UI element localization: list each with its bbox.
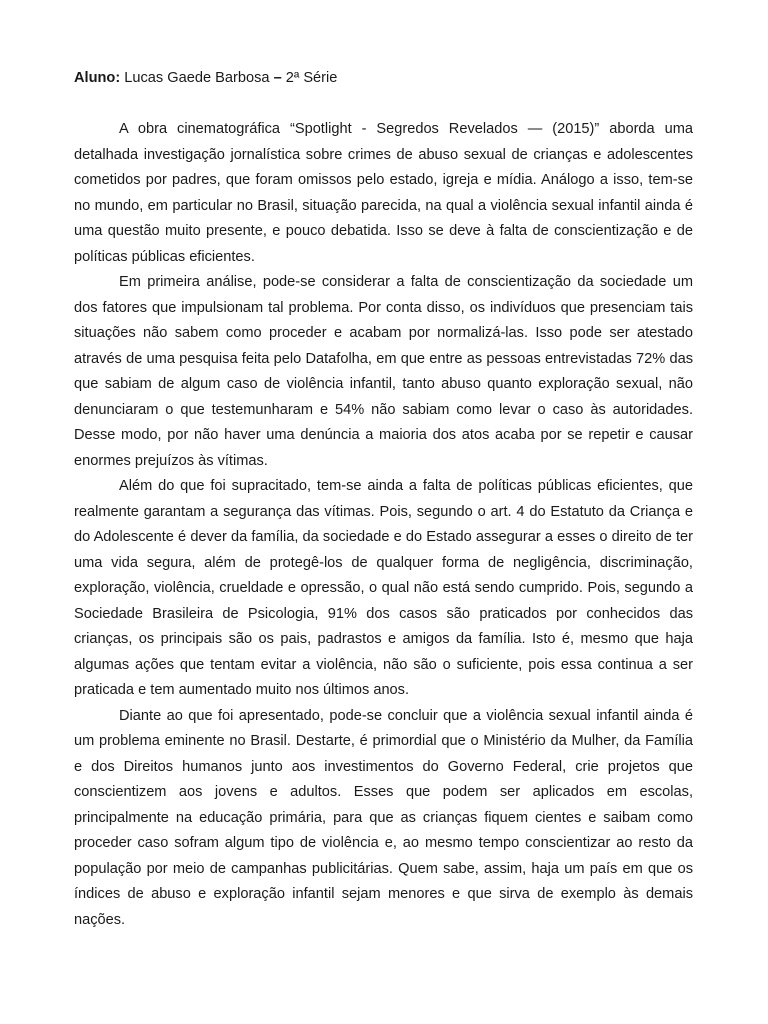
blank-line: [74, 92, 693, 118]
student-label: Aluno:: [74, 70, 121, 86]
essay-paragraph-introduction: A obra cinematográfica “Spotlight - Segredos Revelados — (2015)” aborda uma detalhada investigação jornalística sobre crimes de abuso sexual de crianças e adolescentes cometidos por padres, que foram omissos pelo estado, igreja e mídia. Análogo a isso, tem-se no mundo, em particular no Brasil, situação parecida, na qual a violência sexual infantil ainda é uma questão muito presente, e pouco debatida. Isso se deve à falta de conscientização e de políticas públicas eficientes.: [74, 121, 693, 265]
student-name: Lucas Gaede Barbosa: [124, 70, 270, 86]
student-header: [74, 66, 693, 92]
essay-paragraph-development-1: Em primeira análise, pode-se considerar a falta de conscientização da sociedade um dos fatores que impulsionam tal problema. Por conta disso, os indivíduos que presenciam tais situações não sabem como proceder e acabam por normalizá-las. Isso pode ser atestado através de uma pesquisa feita pelo Datafolha, em que entre as pessoas entrevistadas 72% das que sabiam de algum caso de violência infantil, tanto abuso quanto exploração sexual, não denunciaram o que testemunharam e 54% não sabiam como levar o caso às autoridades. Desse modo, por não haver uma denúncia a maioria dos atos acaba por se repetir e causar enormes prejuízos às vítimas.: [74, 274, 693, 469]
essay-paragraph-development-2: Além do que foi supracitado, tem-se ainda a falta de políticas públicas eficientes, que realmente garantam a segurança das vítimas. Pois, segundo o art. 4 do Estatuto da Criança e do Adolescente é dever da família, da sociedade e do Estado assegurar a esses o direito de ter uma vida segura, além de protegê-los de qualquer forma de negligência, discriminação, exploração, violência, crueldade e opressão, o qual não está sendo cumprido. Pois, segundo a Sociedade Brasileira de Psicologia, 91% dos casos são praticados por conhecidos das crianças, os principais são os pais, padrastos e amigos da família. Isto é, mesmo que haja algumas ações que tentam evitar a violência, não são o suficiente, pois essa continua a ser praticada e tem aumentado muito nos últimos anos.: [74, 478, 693, 698]
student-grade: 2ª Série: [285, 70, 338, 86]
essay-paragraph-conclusion: Diante ao que foi apresentado, pode-se concluir que a violência sexual infantil ainda é um problema eminente no Brasil. Destarte, é primordial que o Ministério da Mulher, da Família e dos Direitos humanos junto aos investimentos do Governo Federal, crie projetos que conscientizem aos jovens e adultos. Esses que podem ser aplicados em escolas, principalmente na educação primária, para que as crianças fiquem cientes e saibam como proceder caso sofram algum tipo de violência e, ao mesmo tempo conscientizar ao resto da população por meio de campanhas publicitárias. Quem sabe, assim, haja um país em que os índices de abuso e exploração infantil sejam menores e que sirva de exemplo às demais nações.: [74, 707, 693, 928]
header-separator: –: [273, 70, 282, 86]
document-content: [74, 66, 693, 933]
